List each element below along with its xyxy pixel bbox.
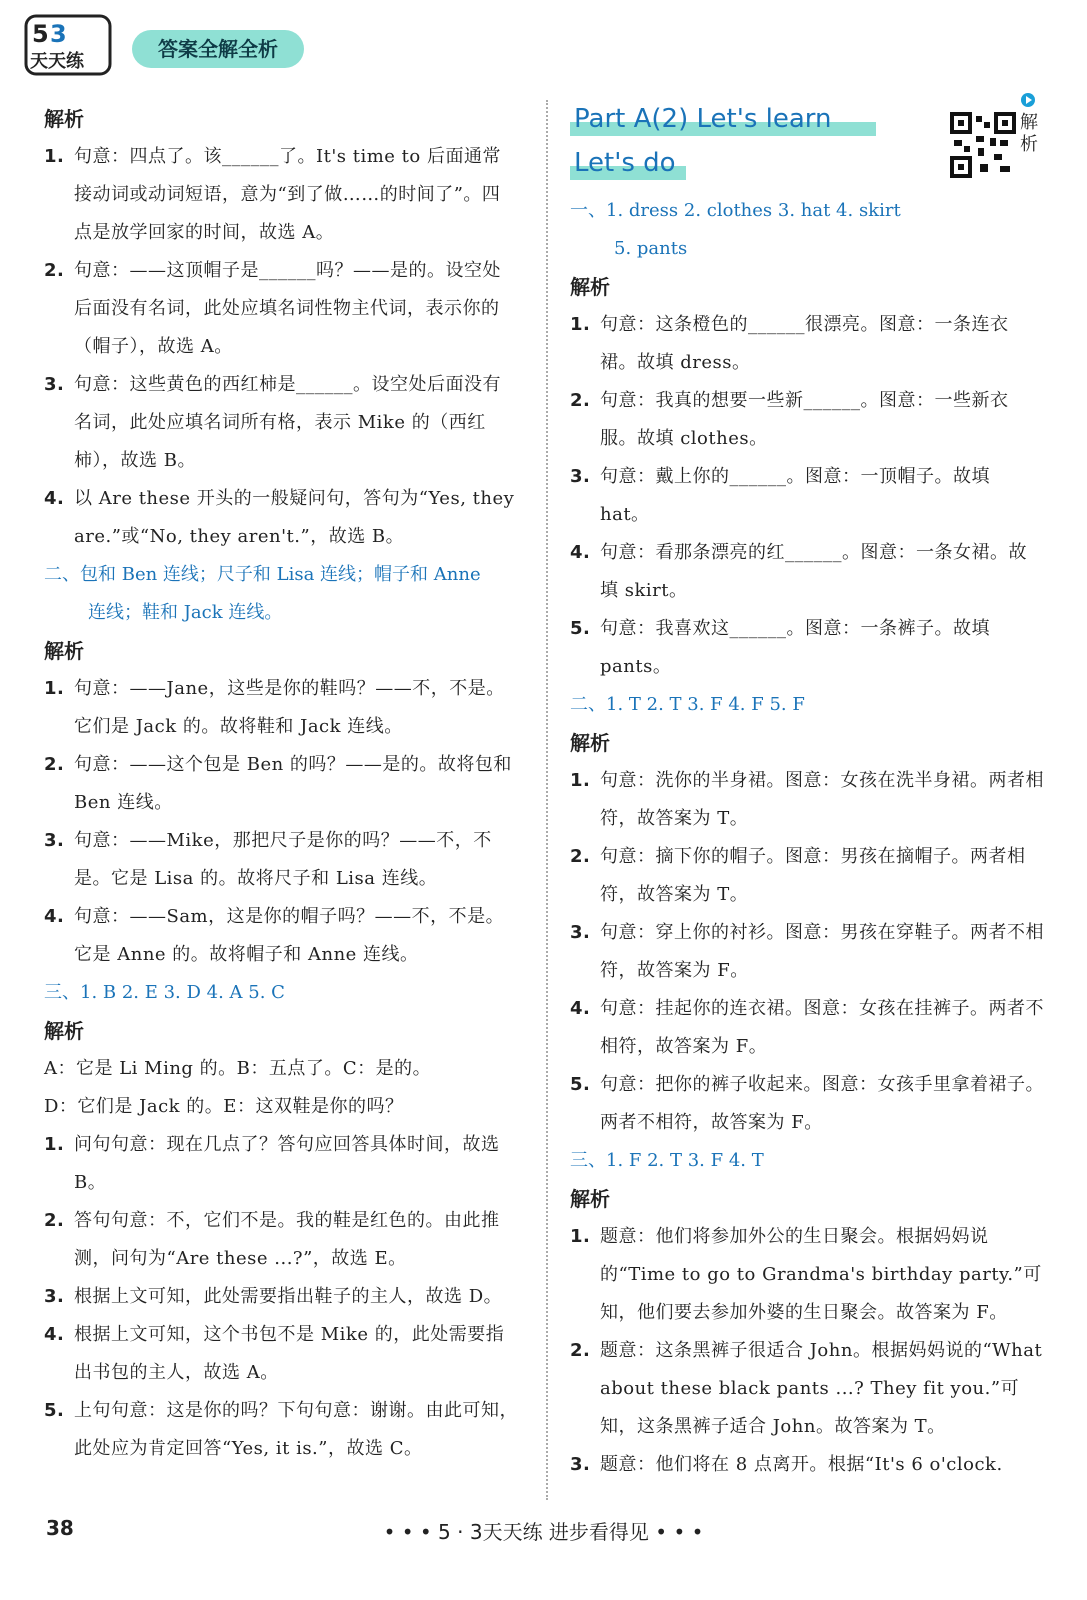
play-icon — [1020, 92, 1036, 108]
explanation-item — [570, 1332, 1044, 1446]
explanation-item — [570, 914, 1044, 990]
item-number: 4. — [44, 906, 65, 927]
item-text: 句意：——Mike，那把尺子是你的吗？——不，不是。它是 Lisa 的。故将尺子和 Lisa 连线。 — [74, 830, 492, 889]
item-number: 2. — [44, 754, 65, 775]
answer-line: 三、1. B 2. E 3. D 4. A 5. C — [44, 982, 285, 1003]
explanation-item — [44, 1316, 518, 1392]
item-number: 3. — [44, 1286, 65, 1307]
qr-code-icon[interactable] — [950, 112, 1016, 178]
item-number: 4. — [570, 542, 591, 563]
explanation-item — [570, 1446, 1044, 1484]
item-text: 句意：穿上你的衬衫。图意：男孩在穿鞋子。两者不相符，故答案为 F。 — [600, 922, 1044, 981]
explanation-item — [44, 1202, 518, 1278]
explanation-item — [44, 138, 518, 252]
item-number: 2. — [44, 260, 65, 281]
lesson-title-line1: Part A(2) Let's learn — [574, 104, 832, 134]
svg-text:天天练: 天天练 — [30, 51, 84, 72]
item-number: 4. — [44, 488, 65, 509]
answer-line: 三、1. F 2. T 3. F 4. T — [570, 1150, 764, 1171]
left-column — [44, 100, 518, 1468]
explanation-item — [570, 1218, 1044, 1332]
section-heading: 解析 — [570, 731, 610, 755]
explanation-item — [44, 822, 518, 898]
options-line: A：它是 Li Ming 的。B：五点了。C：是的。 — [44, 1058, 432, 1079]
answer-badge: 答案全解全析 — [132, 30, 304, 68]
answer-line: 连线；鞋和 Jack 连线。 — [88, 602, 283, 623]
explanation-list — [44, 138, 518, 556]
answer-line: 5. pants — [614, 238, 688, 259]
item-text: 题意：他们将在 8 点离开。根据“It's 6 o'clock. — [600, 1454, 1003, 1475]
explanation-list — [44, 1126, 518, 1468]
item-text: 句意：这条橙色的______很漂亮。图意：一条连衣裙。故填 dress。 — [600, 314, 1009, 373]
options-line: D：它们是 Jack 的。E：这双鞋是你的吗？ — [44, 1096, 404, 1117]
qr-label: 解析 — [1020, 112, 1038, 155]
item-text: 句意：挂起你的连衣裙。图意：女孩在挂裤子。两者不相符，故答案为 F。 — [600, 998, 1044, 1057]
item-number: 1. — [570, 314, 591, 335]
explanation-item — [570, 838, 1044, 914]
item-number: 1. — [44, 1134, 65, 1155]
item-text: 句意：把你的裤子收起来。图意：女孩手里拿着裙子。两者不相符，故答案为 F。 — [600, 1074, 1044, 1133]
item-text: 句意：我真的想要一些新______。图意：一些新衣服。故填 clothes。 — [600, 390, 1009, 449]
item-number: 2. — [570, 846, 591, 867]
right-column — [570, 100, 1044, 1484]
item-number: 1. — [570, 770, 591, 791]
item-number: 1. — [570, 1226, 591, 1247]
logo-icon — [22, 12, 114, 78]
explanation-item — [570, 458, 1044, 534]
explanation-item — [44, 366, 518, 480]
explanation-item — [44, 746, 518, 822]
explanation-item — [570, 306, 1044, 382]
item-text: 以 Are these 开头的一般疑问句，答句为“Yes, they are.”或“No, they aren't.”，故选 B。 — [74, 488, 515, 547]
explanation-item — [44, 670, 518, 746]
explanation-item — [570, 762, 1044, 838]
explanation-item — [570, 534, 1044, 610]
explanation-list — [570, 306, 1044, 686]
item-text: 句意：——这顶帽子是______吗？——是的。设空处后面没有名词，此处应填名词性物主代词，表示你的（帽子），故选 A。 — [74, 260, 501, 357]
item-number: 3. — [44, 374, 65, 395]
item-number: 1. — [44, 678, 65, 699]
item-number: 4. — [44, 1324, 65, 1345]
svg-text:5: 5 — [32, 20, 49, 48]
item-number: 3. — [570, 1454, 591, 1475]
explanation-item — [44, 252, 518, 366]
item-text: 句意：我喜欢这______。图意：一条裤子。故填 pants。 — [600, 618, 990, 677]
explanation-item — [44, 898, 518, 974]
section-heading: 解析 — [44, 107, 84, 131]
item-text: 句意：这些黄色的西红柿是______。设空处后面没有名词，此处应填名词所有格，表示 Mike 的（西红柿），故选 B。 — [74, 374, 501, 471]
explanation-list — [570, 762, 1044, 1142]
item-text: 上句句意：这是你的吗？下句句意：谢谢。由此可知，此处应为肯定回答“Yes, it is.”，故选 C。 — [74, 1400, 518, 1459]
item-text: 句意：看那条漂亮的红______。图意：一条女裙。故填 skirt。 — [600, 542, 1027, 601]
item-text: 答句句意：不，它们不是。我的鞋是红色的。由此推测，问句为“Are these ...?”，故选 E。 — [74, 1210, 500, 1269]
item-text: 根据上文可知，此处需要指出鞋子的主人，故选 D。 — [74, 1286, 503, 1307]
item-text: 题意：他们将参加外公的生日聚会。根据妈妈说的“Time to go to Grandma's birthday party.”可知，他们要去参加外婆的生日聚会。故答案为 F。 — [600, 1226, 1042, 1323]
item-text: 句意：——Sam，这是你的帽子吗？——不，不是。它是 Anne 的。故将帽子和 Anne 连线。 — [74, 906, 505, 965]
lesson-title — [570, 100, 1044, 192]
item-number: 5. — [570, 1074, 591, 1095]
item-text: 句意：摘下你的帽子。图意：男孩在摘帽子。两者相符，故答案为 T。 — [600, 846, 1026, 905]
answer-line: 一、1. dress 2. clothes 3. hat 4. skirt — [570, 200, 901, 221]
item-number: 3. — [570, 466, 591, 487]
explanation-list — [570, 1218, 1044, 1484]
explanation-item — [570, 610, 1044, 686]
item-number: 2. — [570, 390, 591, 411]
item-text: 题意：这条黑裤子很适合 John。根据妈妈说的“What about these black pants ...? They fit you.”可知，这条黑裤子适合 John。故答案为 T。 — [600, 1340, 1043, 1437]
item-number: 3. — [44, 830, 65, 851]
item-number: 1. — [44, 146, 65, 167]
explanation-item — [570, 1066, 1044, 1142]
explanation-item — [570, 990, 1044, 1066]
item-text: 根据上文可知，这个书包不是 Mike 的，此处需要指出书包的主人，故选 A。 — [74, 1324, 505, 1383]
item-text: 句意：洗你的半身裙。图意：女孩在洗半身裙。两者相符，故答案为 T。 — [600, 770, 1044, 829]
item-text: 句意：——Jane，这些是你的鞋吗？——不，不是。它们是 Jack 的。故将鞋和 Jack 连线。 — [74, 678, 505, 737]
item-number: 2. — [44, 1210, 65, 1231]
header — [22, 12, 422, 82]
item-text: 句意：四点了。该______了。It's time to 后面通常接动词或动词短语，意为“到了做……的时间了”。四点是放学回家的时间，故选 A。 — [74, 146, 501, 243]
explanation-item — [44, 1392, 518, 1468]
footer-slogan: • • • 5 · 3天天练 进步看得见 • • • — [383, 1520, 704, 1544]
svg-text:3: 3 — [50, 20, 67, 48]
section-heading: 解析 — [44, 639, 84, 663]
section-heading: 解析 — [570, 275, 610, 299]
page-number: 38 — [46, 1516, 74, 1540]
explanation-item — [570, 382, 1044, 458]
item-number: 5. — [570, 618, 591, 639]
item-text: 问句句意：现在几点了？答句应回答具体时间，故选 B。 — [74, 1134, 500, 1193]
item-text: 句意：戴上你的______。图意：一顶帽子。故填 hat。 — [600, 466, 990, 525]
explanation-item — [44, 480, 518, 556]
item-text: 句意：——这个包是 Ben 的吗？——是的。故将包和 Ben 连线。 — [74, 754, 512, 813]
item-number: 3. — [570, 922, 591, 943]
column-divider — [546, 100, 548, 1500]
section-heading: 解析 — [570, 1187, 610, 1211]
section-heading: 解析 — [44, 1019, 84, 1043]
lesson-title-line2: Let's do — [574, 148, 676, 178]
answer-line: 二、包和 Ben 连线；尺子和 Lisa 连线；帽子和 Anne — [44, 564, 481, 585]
answer-line: 二、1. T 2. T 3. F 4. F 5. F — [570, 694, 805, 715]
item-number: 5. — [44, 1400, 65, 1421]
item-number: 2. — [570, 1340, 591, 1361]
explanation-item — [44, 1126, 518, 1202]
item-number: 4. — [570, 998, 591, 1019]
explanation-list — [44, 670, 518, 974]
explanation-item — [44, 1278, 518, 1316]
